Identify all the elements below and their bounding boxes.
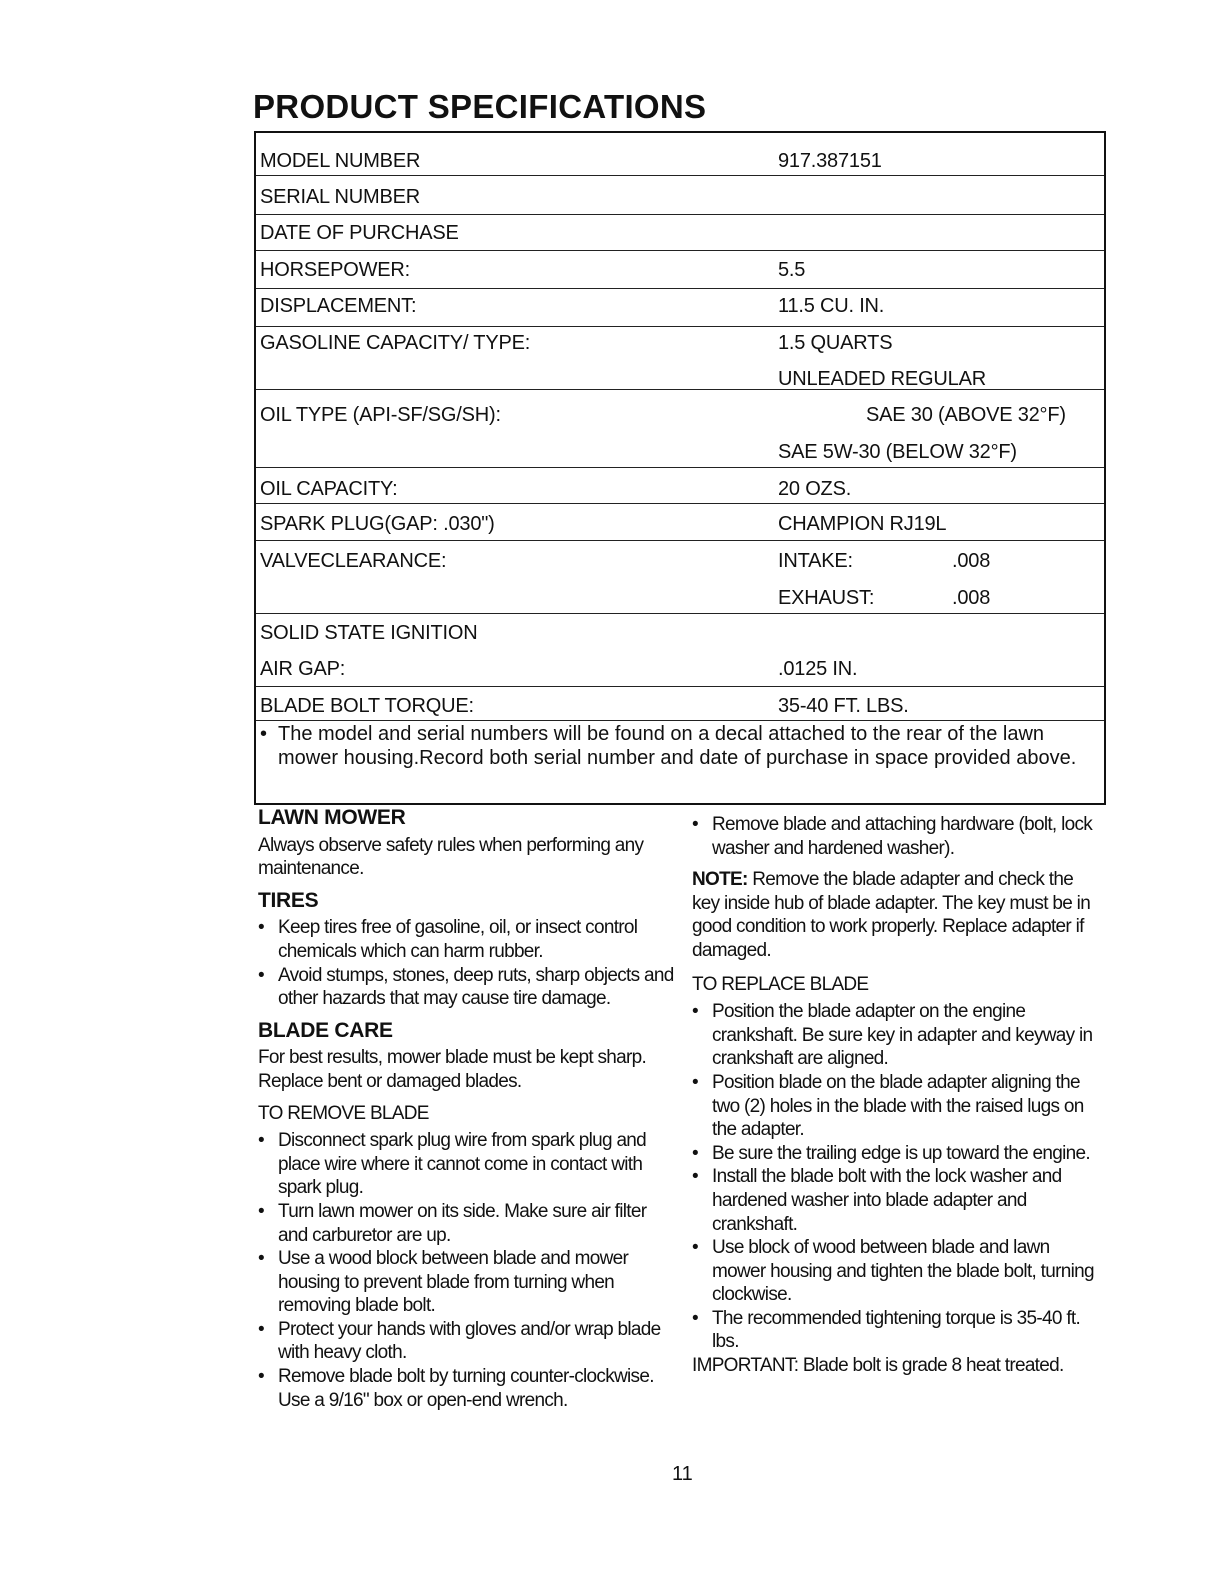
oil-value-below: SAE 5W-30 (BELOW 32°F) <box>778 441 1017 463</box>
important-note: IMPORTANT: Blade bolt is grade 8 heat treated. <box>692 1355 1064 1377</box>
hp-value: 5.5 <box>778 259 806 281</box>
disp-value: 11.5 CU. IN. <box>778 295 885 317</box>
model-label: MODEL NUMBER <box>260 150 421 172</box>
hp-label: HORSEPOWER: <box>260 259 411 281</box>
list-item: • Use block of wood between blade and lawn mower housing and tighten the blade bolt, turning clockwise. <box>692 1236 1102 1307</box>
replace-list <box>692 1000 1102 1354</box>
right-column <box>692 813 1102 1378</box>
serial-note: • The model and serial numbers will be found on a decal attached to the rear of the lawn mower housing.Record both serial number and date of purchase in space provided above. <box>260 723 1077 769</box>
list-item: • Turn lawn mower on its side. Make sure air filter and carburetor are up. <box>258 1200 678 1247</box>
remove-list <box>258 1129 678 1412</box>
note-text: Remove the blade adapter and check the key inside hub of blade adapter. The key must be in good condition to work properly. Replace adapter if damaged. <box>692 869 1091 961</box>
spec-table <box>254 131 1106 805</box>
page-title: PRODUCT SPECIFICATIONS <box>253 88 707 125</box>
airgap-label: AIR GAP: <box>260 658 346 680</box>
list-item: • Keep tires free of gasoline, oil, or insect control chemicals which can harm rubber. <box>258 916 678 963</box>
list-item: • Avoid stumps, stones, deep ruts, sharp objects and other hazards that may cause tire damage. <box>258 964 678 1011</box>
intake-value: .008 <box>952 550 991 572</box>
tires-heading: TIRES <box>258 888 319 912</box>
serial-label: SERIAL NUMBER <box>260 186 421 208</box>
blade-care-text: For best results, mower blade must be kept sharp. Replace bent or damaged blades. <box>258 1047 647 1092</box>
list-item: • The recommended tightening torque is 35-40 ft. lbs. <box>692 1307 1102 1354</box>
tires-list <box>258 916 678 1010</box>
list-item: • Use a wood block between blade and mower housing to prevent blade from turning when removing blade bolt. <box>258 1247 678 1318</box>
disp-label: DISPLACEMENT: <box>260 295 417 317</box>
torque-label: BLADE BOLT TORQUE: <box>260 695 474 717</box>
divider <box>256 720 1104 721</box>
list-item: • Install the blade bolt with the lock washer and hardened washer into blade adapter and crankshaft. <box>692 1165 1102 1236</box>
divider <box>256 686 1104 687</box>
divider <box>256 503 1104 504</box>
oilcap-label: OIL CAPACITY: <box>260 478 398 500</box>
torque-value: 35-40 FT. LBS. <box>778 695 909 717</box>
valve-label: VALVECLEARANCE: <box>260 550 447 572</box>
intake-label: INTAKE: <box>778 550 853 572</box>
oil-label: OIL TYPE (API-SF/SG/SH): <box>260 404 501 426</box>
divider <box>256 540 1104 541</box>
note-label: NOTE: <box>692 869 748 891</box>
airgap-value: .0125 IN. <box>778 658 858 680</box>
divider <box>256 250 1104 251</box>
date-label: DATE OF PURCHASE <box>260 222 459 244</box>
divider <box>256 288 1104 289</box>
gas-label: GASOLINE CAPACITY/ TYPE: <box>260 332 531 354</box>
bullet: • <box>260 723 268 745</box>
gas-type: UNLEADED REGULAR <box>778 368 986 390</box>
ignition-label: SOLID STATE IGNITION <box>260 622 478 644</box>
list-item: • Position blade on the blade adapter aligning the two (2) holes in the blade with the raised lugs on the adapter. <box>692 1071 1102 1142</box>
lawn-mower-heading: LAWN MOWER <box>258 806 406 829</box>
replace-blade-heading: TO REPLACE BLADE <box>692 973 869 995</box>
divider <box>256 613 1104 614</box>
remove-blade-heading: TO REMOVE BLADE <box>258 1102 429 1124</box>
exhaust-label: EXHAUST: <box>778 587 875 609</box>
divider <box>256 326 1104 327</box>
list-item: • Remove blade and attaching hardware (bolt, lock washer and hardened washer). <box>692 813 1102 860</box>
divider <box>256 175 1104 176</box>
oil-value-above: SAE 30 (ABOVE 32°F) <box>866 404 1066 426</box>
spark-label: SPARK PLUG(GAP: .030") <box>260 513 495 535</box>
spark-value: CHAMPION RJ19L <box>778 513 947 535</box>
list-item: • Protect your hands with gloves and/or wrap blade with heavy cloth. <box>258 1318 678 1365</box>
left-column <box>258 800 678 1412</box>
note-paragraph <box>692 868 1102 962</box>
model-value: 917.387151 <box>778 150 882 172</box>
divider <box>256 214 1104 215</box>
page-number: 11 <box>672 1463 693 1485</box>
remove-list-continued <box>692 813 1102 860</box>
divider <box>256 467 1104 468</box>
list-item: • Position the blade adapter on the engine crankshaft. Be sure key in adapter and keyway in crankshaft are aligned. <box>692 1000 1102 1071</box>
list-item: • Be sure the trailing edge is up toward the engine. <box>692 1142 1102 1166</box>
lawn-mower-text: Always observe safety rules when performing any maintenance. <box>258 834 644 880</box>
list-item: • Disconnect spark plug wire from spark plug and place wire where it cannot come in contact with spark plug. <box>258 1129 678 1200</box>
blade-care-heading: BLADE CARE <box>258 1018 393 1042</box>
oilcap-value: 20 OZS. <box>778 478 852 500</box>
list-item: • Remove blade bolt by turning counter-clockwise. Use a 9/16" box or open-end wrench. <box>258 1365 678 1412</box>
gas-value: 1.5 QUARTS <box>778 332 893 354</box>
exhaust-value: .008 <box>952 587 991 609</box>
